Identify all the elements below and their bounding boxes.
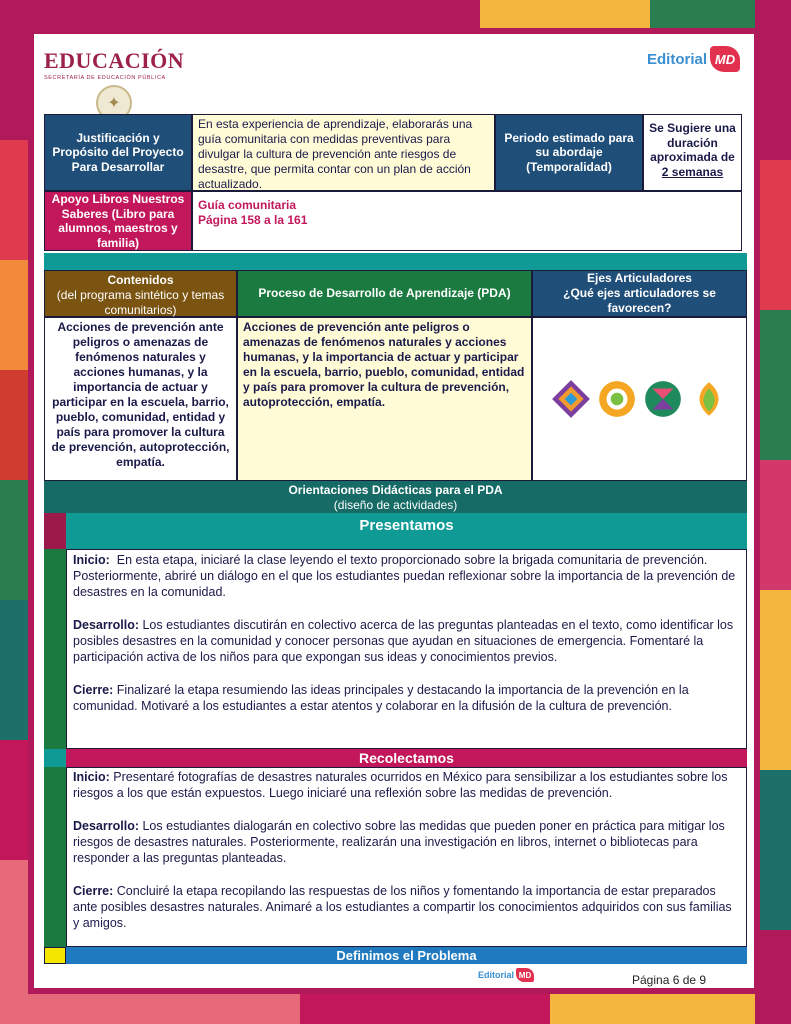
editorial-word: Editorial <box>646 50 707 68</box>
recolectamos-body <box>66 767 747 947</box>
page-number: Página 6 de 9 <box>632 973 707 987</box>
presentamos-title: Presentamos <box>66 513 747 549</box>
footer-badge-icon: MD <box>516 968 534 982</box>
presentamos-side-marker <box>44 513 66 549</box>
footer-logo <box>478 968 534 982</box>
recolectamos-inicio: Inicio: Presentaré fotografías de desastres naturales ocurridos en México para sensibilizar a los estudiantes sobre los riesgos a los que están expuestos. Luego iniciaré una reflexión sobre las medidas de prevención. <box>73 770 728 800</box>
ejes-sub: ¿Qué ejes articuladores se favorecen? <box>563 286 716 315</box>
pensamiento-critico-icon <box>596 378 638 420</box>
ejes-title: Ejes Articuladores <box>587 271 692 285</box>
guia-pages: Página 158 a la 161 <box>198 212 308 227</box>
justificacion-label: Justificación y Propósito del Proyecto Para Desarrollar <box>44 114 192 191</box>
recolectamos-side-marker <box>44 749 66 767</box>
guia-title: Guía comunitaria <box>198 198 297 212</box>
editorial-badge-icon: MD <box>710 46 740 72</box>
logo-subtitle: SECRETARÍA DE EDUCACIÓN PÚBLICA <box>44 75 166 81</box>
footer-brand: Editorial <box>478 970 515 980</box>
contenidos-title: Contenidos <box>107 273 174 287</box>
definimos-title: Definimos el Problema <box>66 947 747 964</box>
apoyo-label: Apoyo Libros Nuestros Saberes (Libro para alumnos, maestros y familia) <box>44 191 192 251</box>
contenidos-text: Acciones de prevención ante peligros o amenazas de fenómenos naturales y acciones humanas, y la importancia de actuar y participar en la escuela, barrio, pueblo, comunidad, entidad y país para promover la cultura de prevención, autoprotección, empatía. <box>44 317 237 481</box>
document-page <box>28 28 760 994</box>
presentamos-side-bar <box>44 549 66 749</box>
teal-divider <box>44 253 747 270</box>
orientaciones-title: Orientaciones Didácticas para el PDA <box>288 483 503 497</box>
presentamos-cierre: Cierre: Finalizaré la etapa resumiendo las ideas principales y destacando la importancia de la prevención en la comunidad. Motivaré a los estudiantes a estar atentos y colaborar en la difusión de la cultura de prevención. <box>73 683 689 713</box>
justificacion-text: En esta experiencia de aprendizaje, elaborarás una guía comunitaria con medidas preventivas para divulgar la cultura de prevención ante riesgos de desastre, que permita contar con un plan de acción actualizado. <box>192 114 495 191</box>
sugiere-cell <box>643 114 742 191</box>
sugiere-value: 2 semanas <box>661 164 724 179</box>
orientaciones-header <box>44 481 747 513</box>
logo-title: EDUCACIÓN <box>44 48 185 73</box>
inclusion-icon <box>550 378 592 420</box>
pda-text: Acciones de prevención ante peligros o amenazas de fenómenos naturales y acciones humanas, y la importancia de actuar y participar en la escuela, barrio, pueblo, comunidad, entidad y país para promover la cultura de prevención, autoprotección, empatía. <box>237 317 532 481</box>
presentamos-desarrollo: Desarrollo: Los estudiantes discutirán en colectivo acerca de las preguntas planteadas en el texto, como identificar los posibles desastres en la comunidad y conocer personas que ayudan en situaciones de emergencia. Fomentaré la participación activa de los niños para que expongan sus ideas y conocimientos previos. <box>73 618 734 664</box>
editorial-logo <box>647 46 740 72</box>
recolectamos-title: Recolectamos <box>66 749 747 767</box>
ejes-header <box>532 270 747 317</box>
recolectamos-cierre: Cierre: Concluiré la etapa recopilando las respuestas de los niños y fomentando la importancia de estar preparados ante posibles desastres naturales. Animaré a los estudiantes a compartir los conocimientos adquiridos con sus familias y amigos. <box>73 884 732 930</box>
guia-cell <box>192 191 742 251</box>
interculturalidad-icon <box>642 378 684 420</box>
presentamos-inicio: Inicio: En esta etapa, iniciaré la clase leyendo el texto proporcionado sobre la brigada comunitaria de prevención. Posteriormente, abriré un diálogo en el que los estudiantes puedan reflexionar sobre la importancia de la prevención de desastres en la comunidad. <box>73 553 736 599</box>
recolectamos-desarrollo: Desarrollo: Los estudiantes dialogarán en colectivo sobre las medidas que pueden poner en práctica para mitigar los riesgos de desastres naturales. Posteriormente, realizarán una investigación en libros, internet o bibliotecas para responder a las preguntas planteadas. <box>73 819 725 865</box>
sugiere-text: Se Sugiere una duración aproximada de <box>649 121 736 164</box>
seal-icon: ✦ <box>96 85 132 121</box>
orientaciones-sub: (diseño de actividades) <box>333 498 458 512</box>
contenidos-sub: (del programa sintético y temas comunitarios) <box>56 288 225 317</box>
definimos-side-marker <box>44 947 66 964</box>
pda-header: Proceso de Desarrollo de Aprendizaje (PDA) <box>237 270 532 317</box>
sep-logo <box>44 48 184 121</box>
presentamos-body <box>66 549 747 749</box>
contenidos-header <box>44 270 237 317</box>
vida-saludable-icon <box>688 378 730 420</box>
recolectamos-side-bar <box>44 767 66 947</box>
ejes-icons <box>532 317 747 481</box>
periodo-label: Periodo estimado para su abordaje (Temporalidad) <box>495 114 643 191</box>
